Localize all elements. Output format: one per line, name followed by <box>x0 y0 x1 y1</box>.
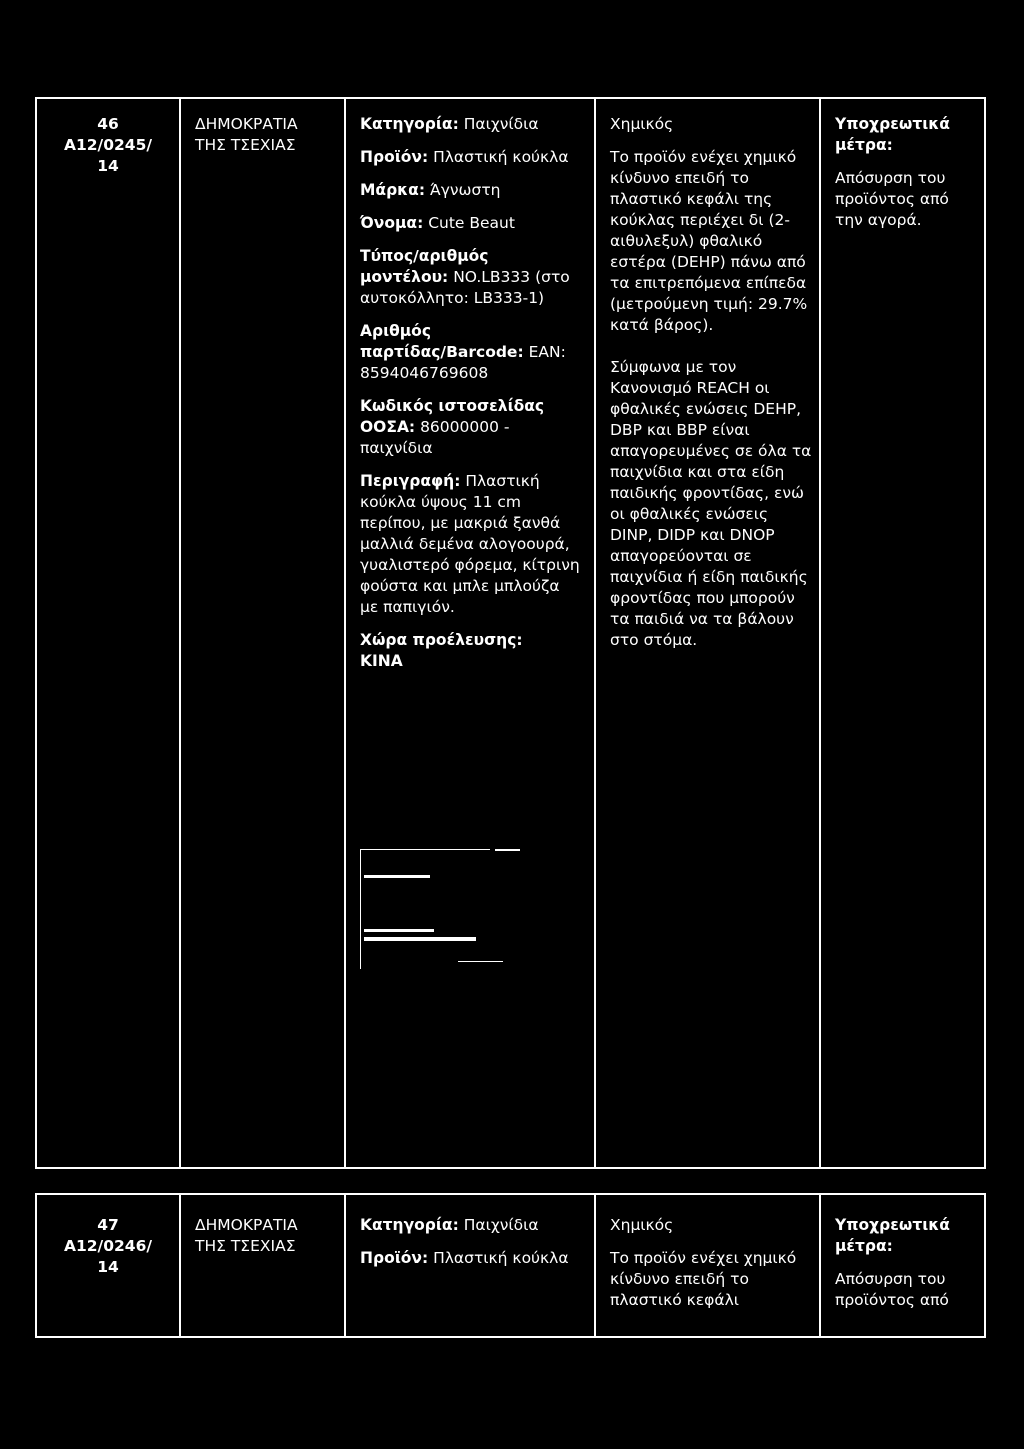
cell-country <box>181 99 346 1167</box>
product-value: Πλαστική κούκλα <box>428 148 569 166</box>
origin <box>360 630 580 672</box>
product <box>360 147 580 168</box>
reference-code: A12/0246/ 14 <box>63 1237 153 1276</box>
measures-label: Υποχρεωτικά μέτρα: <box>835 115 950 154</box>
cell-product-details <box>346 1195 596 1336</box>
oosa-value: 86000000 - παιχνίδια <box>360 418 510 457</box>
regulation-note: Σύμφωνα με τον Κανονισμό REACH οι φθαλικές ενώσεις DEHP, DBP και BBP είναι απαγορευμένες σε όλα τα παιχνίδια και στα είδη παιδικής φροντίδας, ενώ οι φθαλικές ενώσεις DINP, DIDP και DNOP απαγορεύονται σε παιχνίδια ή είδη παιδικής φροντίδας που μπορούν τα παιδιά να τα βάλουν στο στόμα. <box>610 358 812 649</box>
product-value: Πλαστική κούκλα <box>428 1249 569 1267</box>
cell-measures <box>821 99 984 1167</box>
cell-number <box>37 99 181 1167</box>
measures-value: Απόσυρση του προϊόντος από <box>835 1270 949 1309</box>
category-label: Κατηγορία: <box>360 115 459 133</box>
risk-type: Χημικός <box>610 115 674 133</box>
table-row-47 <box>35 1193 986 1338</box>
product-label: Προϊόν: <box>360 1249 429 1267</box>
model-value: NO.LB333 (στο αυτοκόλλητο: LB333-1) <box>360 268 570 307</box>
category-value: Παιχνίδια <box>458 115 539 133</box>
batch-value: EAN: 8594046769608 <box>360 343 566 382</box>
cell-measures <box>821 1195 984 1336</box>
name <box>360 213 580 234</box>
cell-risk <box>596 99 821 1167</box>
category-value: Παιχνίδια <box>458 1216 539 1234</box>
reference-code: A12/0245/ 14 <box>63 136 153 175</box>
origin-value: ΚΙΝΑ <box>360 652 403 670</box>
description <box>360 471 580 618</box>
name-label: Όνομα: <box>360 214 424 232</box>
category <box>360 1215 580 1236</box>
table-row-46 <box>35 97 986 1169</box>
cell-risk <box>596 1195 821 1336</box>
risk-description: Το προϊόν ενέχει χημικό κίνδυνο επειδή το πλαστικό κεφάλι <box>610 1249 797 1309</box>
oosa-code <box>360 396 580 459</box>
batch <box>360 321 580 384</box>
cell-country <box>181 1195 346 1336</box>
cell-number <box>37 1195 181 1336</box>
country: ΔΗΜΟΚΡΑΤΙΑ ΤΗΣ ΤΣΕΧΙΑΣ <box>195 1216 298 1255</box>
country: ΔΗΜΟΚΡΑΤΙΑ ΤΗΣ ΤΣΕΧΙΑΣ <box>195 115 298 154</box>
category-label: Κατηγορία: <box>360 1216 459 1234</box>
batch-label: Αριθμός παρτίδας/Barcode: <box>360 322 524 361</box>
risk-description: Το προϊόν ενέχει χημικό κίνδυνο επειδή το πλαστικό κεφάλι της κούκλας περιέχει δι (2-αιθυλεξυλ) φθαλικό εστέρα (DEHP) πάνω από τα επιτρεπόμενα επίπεδα (μετρούμενη τιμή: 29.7% κατά βάρος). <box>610 148 808 334</box>
product-photo <box>360 849 520 969</box>
measures-label: Υποχρεωτικά μέτρα: <box>835 1216 950 1255</box>
category <box>360 114 580 135</box>
model-label: Τύπος/αριθμός μοντέλου: <box>360 247 489 286</box>
product <box>360 1248 580 1269</box>
description-label: Περιγραφή: <box>360 472 461 490</box>
origin-label: Χώρα προέλευσης: <box>360 631 523 649</box>
name-value: Cute Beaut <box>423 214 515 232</box>
risk-type: Χημικός <box>610 1216 674 1234</box>
oosa-label: Κωδικός ιστοσελίδας ΟΟΣΑ: <box>360 397 545 436</box>
description-value: Πλαστική κούκλα ύψους 11 cm περίπου, με μακριά ξανθά μαλλιά δεμένα αλογοουρά, γυαλιστερό φόρεμα, κίτρινη φούστα και μπλε μπλούζα με παπιγιόν. <box>360 472 580 616</box>
row-number: 46 <box>97 115 119 133</box>
cell-product-details <box>346 99 596 1167</box>
row-number: 47 <box>97 1216 119 1234</box>
brand-value: Άγνωστη <box>425 181 501 199</box>
product-label: Προϊόν: <box>360 148 429 166</box>
brand <box>360 180 580 201</box>
measures-value: Απόσυρση του προϊόντος από την αγορά. <box>835 169 949 229</box>
model <box>360 246 580 309</box>
brand-label: Μάρκα: <box>360 181 426 199</box>
